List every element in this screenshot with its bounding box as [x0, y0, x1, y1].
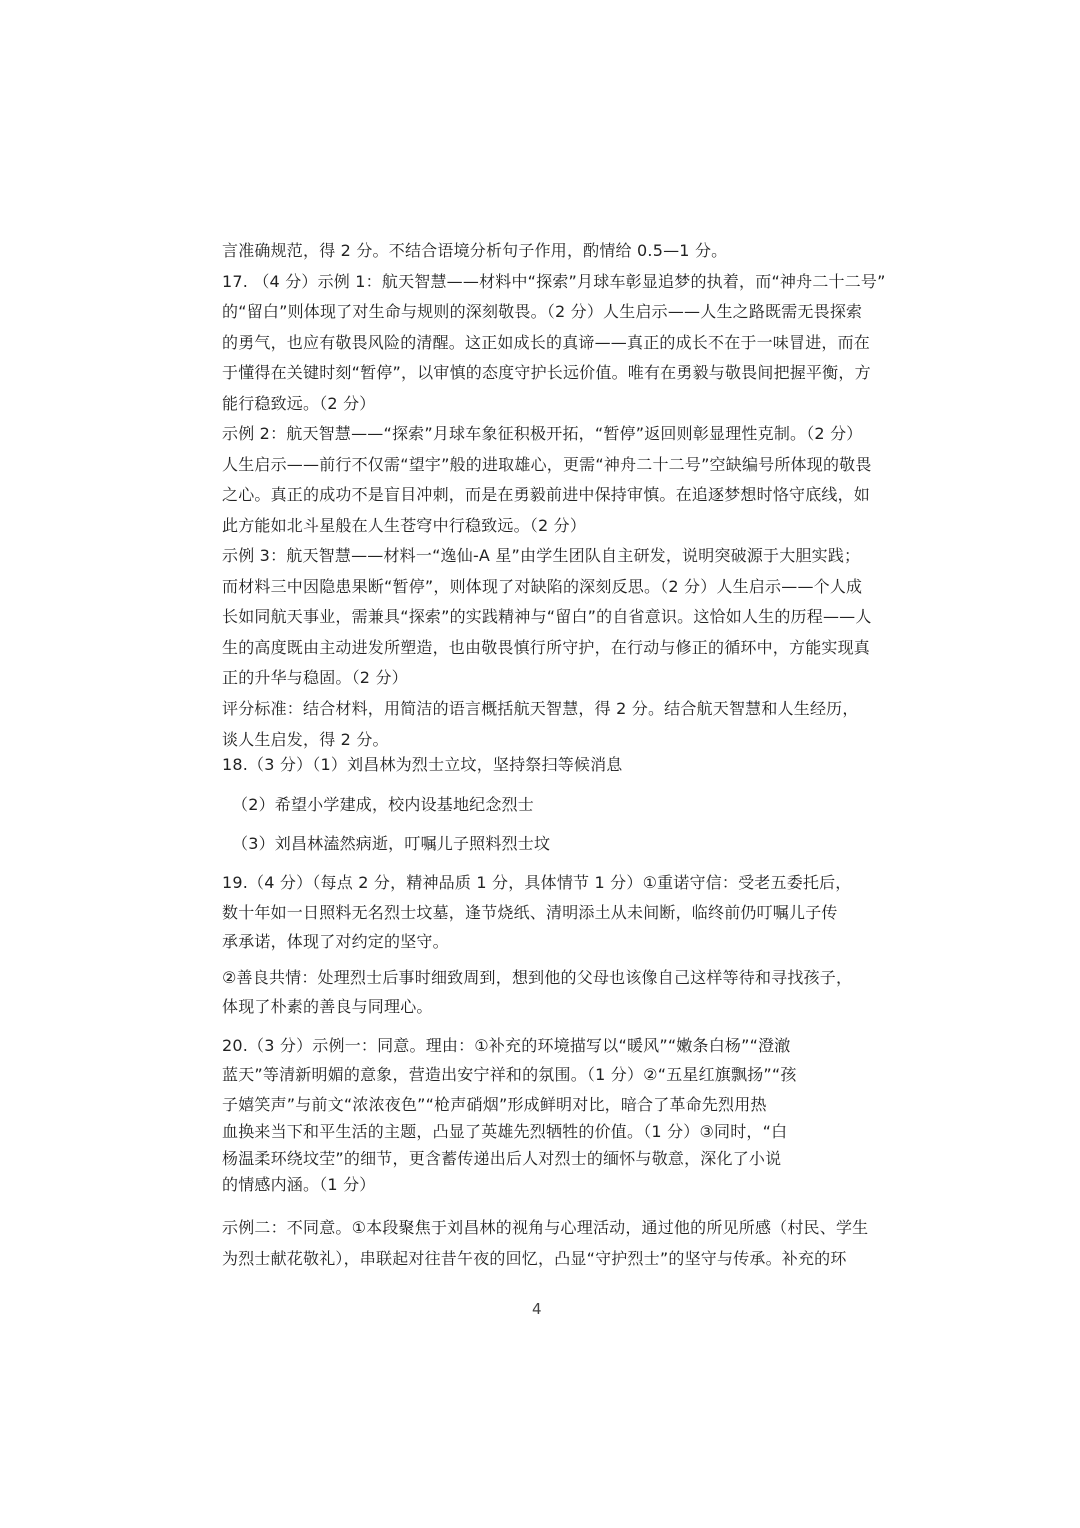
text-line: 言准确规范，得 2 分。不结合语境分析句子作用，酌情给 0.5—1 分。 [222, 241, 728, 260]
text-line: 承承诺，体现了对约定的坚守。 [222, 932, 449, 951]
text-line: 血换来当下和平生活的主题，凸显了英雄先烈牺牲的价值。（1 分）③同时，“白 [222, 1122, 788, 1141]
text-line: 示例 3：航天智慧——材料一“逸仙-A 星”由学生团队自主研发，说明突破源于大胆实践； [222, 546, 861, 565]
text-line: 正的升华与稳固。（2 分） [222, 668, 408, 687]
text-line: 示例 2：航天智慧——“探索”月球车象征积极开拓，“暂停”返回则彰显理性克制。（2 分） [222, 424, 863, 443]
text-line: 的勇气，也应有敬畏风险的清醒。这正如成长的真谛——真正的成长不在于一味冒进，而在 [222, 333, 871, 352]
text-line: 数十年如一日照料无名烈士坟墓，逢节烧纸、清明添土从未间断，临终前仍叮嘱儿子传 [222, 903, 838, 922]
text-line: 于懂得在关键时刻“暂停”，以审慎的态度守护长远价值。唯有在勇毅与敬畏间把握平衡，方 [222, 363, 871, 382]
text-line: 18.（3 分）（1）刘昌林为烈士立坟，坚持祭扫等候消息 [222, 755, 623, 774]
text-line: （2）希望小学建成，校内设基地纪念烈士 [232, 795, 534, 814]
text-line: 17. （4 分）示例 1：航天智慧——材料中“探索”月球车彰显追梦的执着，而“神舟二十二号” [222, 272, 886, 291]
text-line: 评分标准：结合材料，用简洁的语言概括航天智慧，得 2 分。结合航天智慧和人生经历， [222, 699, 859, 718]
text-line: 人生启示——前行不仅需“望宇”般的进取雄心，更需“神舟二十二号”空缺编号所体现的敬畏 [222, 455, 872, 474]
text-line: （3）刘昌林溘然病逝，叮嘱儿子照料烈士坟 [232, 834, 551, 853]
text-line: 谈人生启发，得 2 分。 [222, 730, 389, 749]
text-line: 之心。真正的成功不是盲目冲刺，而是在勇毅前进中保持审慎。在追逐梦想时恪守底线，如 [222, 485, 871, 504]
text-line: 19.（4 分）（每点 2 分，精神品质 1 分，具体情节 1 分）①重诺守信：受老五委托后， [222, 873, 852, 892]
text-line: 杨温柔环绕坟茔”的细节，更含蓄传递出后人对烈士的缅怀与敬意，深化了小说 [222, 1149, 782, 1168]
text-line: 20.（3 分）示例一：同意。理由：①补充的环境描写以“暖风”“嫩条白杨”“澄澈 [222, 1036, 791, 1055]
text-line: 此方能如北斗星般在人生苍穹中行稳致远。（2 分） [222, 516, 587, 535]
text-line: 长如同航天事业，需兼具“探索”的实践精神与“留白”的自省意识。这恰如人生的历程——人 [222, 607, 872, 626]
text-line: ②善良共情：处理烈士后事时细致周到，想到他的父母也该像自己这样等待和寻找孩子， [222, 968, 853, 987]
text-line: 的情感内涵。（1 分） [222, 1175, 376, 1194]
text-line: 能行稳致远。（2 分） [222, 394, 376, 413]
text-line: 子嬉笑声”与前文“浓浓夜色”“枪声硝烟”形成鲜明对比，暗合了革命先烈用热 [222, 1095, 767, 1114]
page-number: 4 [532, 1300, 542, 1318]
text-line: 示例二：不同意。①本段聚焦于刘昌林的视角与心理活动，通过他的所见所感（村民、学生 [222, 1218, 869, 1237]
text-line: 生的高度既由主动进发所塑造，也由敬畏慎行所守护，在行动与修正的循环中，方能实现真 [222, 638, 871, 657]
text-line: 为烈士献花敬礼），串联起对往昔午夜的回忆，凸显“守护烈士”的坚守与传承。补充的环 [222, 1249, 847, 1268]
text-line: 而材料三中因隐患果断“暂停”，则体现了对缺陷的深刻反思。（2 分）人生启示——个人成 [222, 577, 863, 596]
text-line: 蓝天”等清新明媚的意象，营造出安宁祥和的氛围。（1 分）②“五星红旗飘扬”“孩 [222, 1065, 797, 1084]
text-line: 的“留白”则体现了对生命与规则的深刻敬畏。（2 分）人生启示——人生之路既需无畏探索 [222, 302, 863, 321]
text-line: 体现了朴素的善良与同理心。 [222, 997, 433, 1016]
